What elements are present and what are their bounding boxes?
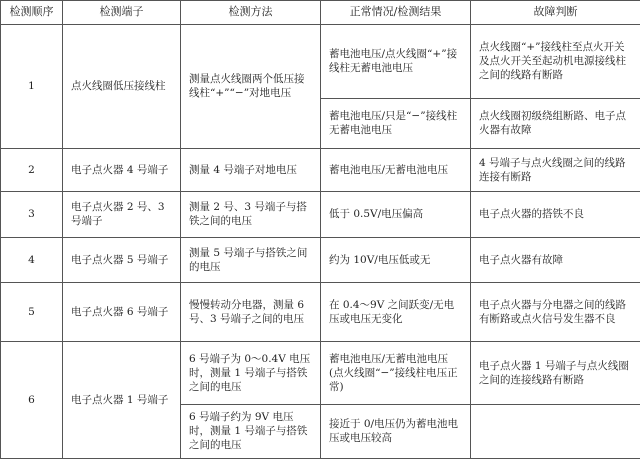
- row-number: 5: [1, 283, 63, 342]
- row-terminal: 电子点火器 5 号端子: [63, 237, 181, 283]
- row-terminal: 电子点火器 2 号、3 号端子: [63, 192, 181, 238]
- row-diagnosis: 点火线圈“+”接线柱至点火开关及点火开关至起动机电源接线柱之间的线路有断路: [471, 24, 640, 98]
- row-diagnosis: 电子点火器与分电器之间的线路有断路或点火信号发生器不良: [471, 283, 640, 342]
- row-result: 蓄电池电压/无蓄电池电压(点火线圈“−”接线柱电压正常): [321, 341, 471, 404]
- row-result: 约为 10V/电压低或无: [321, 237, 471, 283]
- row-method: 6 号端子约为 9V 电压时，测量 1 号端子与搭铁之间的电压: [181, 404, 321, 458]
- row-method: 6 号端子为 0～0.4V 电压时，测量 1 号端子与搭铁之间的电压: [181, 341, 321, 404]
- header-terminal: 检测端子: [63, 1, 181, 25]
- row-result: 蓄电池电压/无蓄电池电压: [321, 148, 471, 191]
- row-diagnosis: 点火线圈初级绕组断路、电子点火器有故障: [471, 98, 640, 148]
- header-method: 检测方法: [181, 1, 321, 25]
- row-terminal: 电子点火器 4 号端子: [63, 148, 181, 191]
- row-terminal: 电子点火器 6 号端子: [63, 283, 181, 342]
- row-number: 4: [1, 237, 63, 283]
- header-diagnosis: 故障判断: [471, 1, 640, 25]
- table-row: [1, 24, 640, 98]
- row-diagnosis: 电子点火器的搭铁不良: [471, 192, 640, 238]
- table-row: [1, 192, 640, 238]
- row-number: 2: [1, 148, 63, 191]
- row-number: 3: [1, 192, 63, 238]
- row-result: 蓄电池电压/只是“−”接线柱无蓄电池电压: [321, 98, 471, 148]
- header-result: 正常情况/检测结果: [321, 1, 471, 25]
- row-number: 1: [1, 24, 63, 148]
- table-row: [1, 341, 640, 404]
- row-terminal: 电子点火器 1 号端子: [63, 341, 181, 458]
- row-diagnosis: 电子点火器 1 号端子与点火线圈之间的连接线路有断路: [471, 341, 640, 404]
- row-diagnosis: 电子点火器有故障: [471, 237, 640, 283]
- row-method: 测量 2 号、3 号端子与搭铁之间的电压: [181, 192, 321, 238]
- table-row: [1, 148, 640, 191]
- table-row: [1, 237, 640, 283]
- row-method: 测量 5 号端子与搭铁之间的电压: [181, 237, 321, 283]
- row-diagnosis: 4 号端子与点火线圈之间的线路连接有断路: [471, 148, 640, 191]
- table-row: [1, 283, 640, 342]
- row-diagnosis: [471, 404, 640, 458]
- row-result: 蓄电池电压/点火线圈“+”接线柱无蓄电池电压: [321, 24, 471, 98]
- row-method: 测量 4 号端子对地电压: [181, 148, 321, 191]
- row-number: 6: [1, 341, 63, 458]
- row-method: 慢慢转动分电器，测量 6 号、3 号端子之间的电压: [181, 283, 321, 342]
- header-seq: 检测顺序: [1, 1, 63, 25]
- row-terminal: 点火线圈低压接线柱: [63, 24, 181, 148]
- row-result: 低于 0.5V/电压偏高: [321, 192, 471, 238]
- row-result: 接近于 0/电压仍为蓄电池电压或电压较高: [321, 404, 471, 458]
- table-header-row: [1, 1, 640, 25]
- row-result: 在 0.4～9V 之间跃变/无电压或电压无变化: [321, 283, 471, 342]
- row-method: 测量点火线圈两个低压接线柱“+”“−”对地电压: [181, 24, 321, 148]
